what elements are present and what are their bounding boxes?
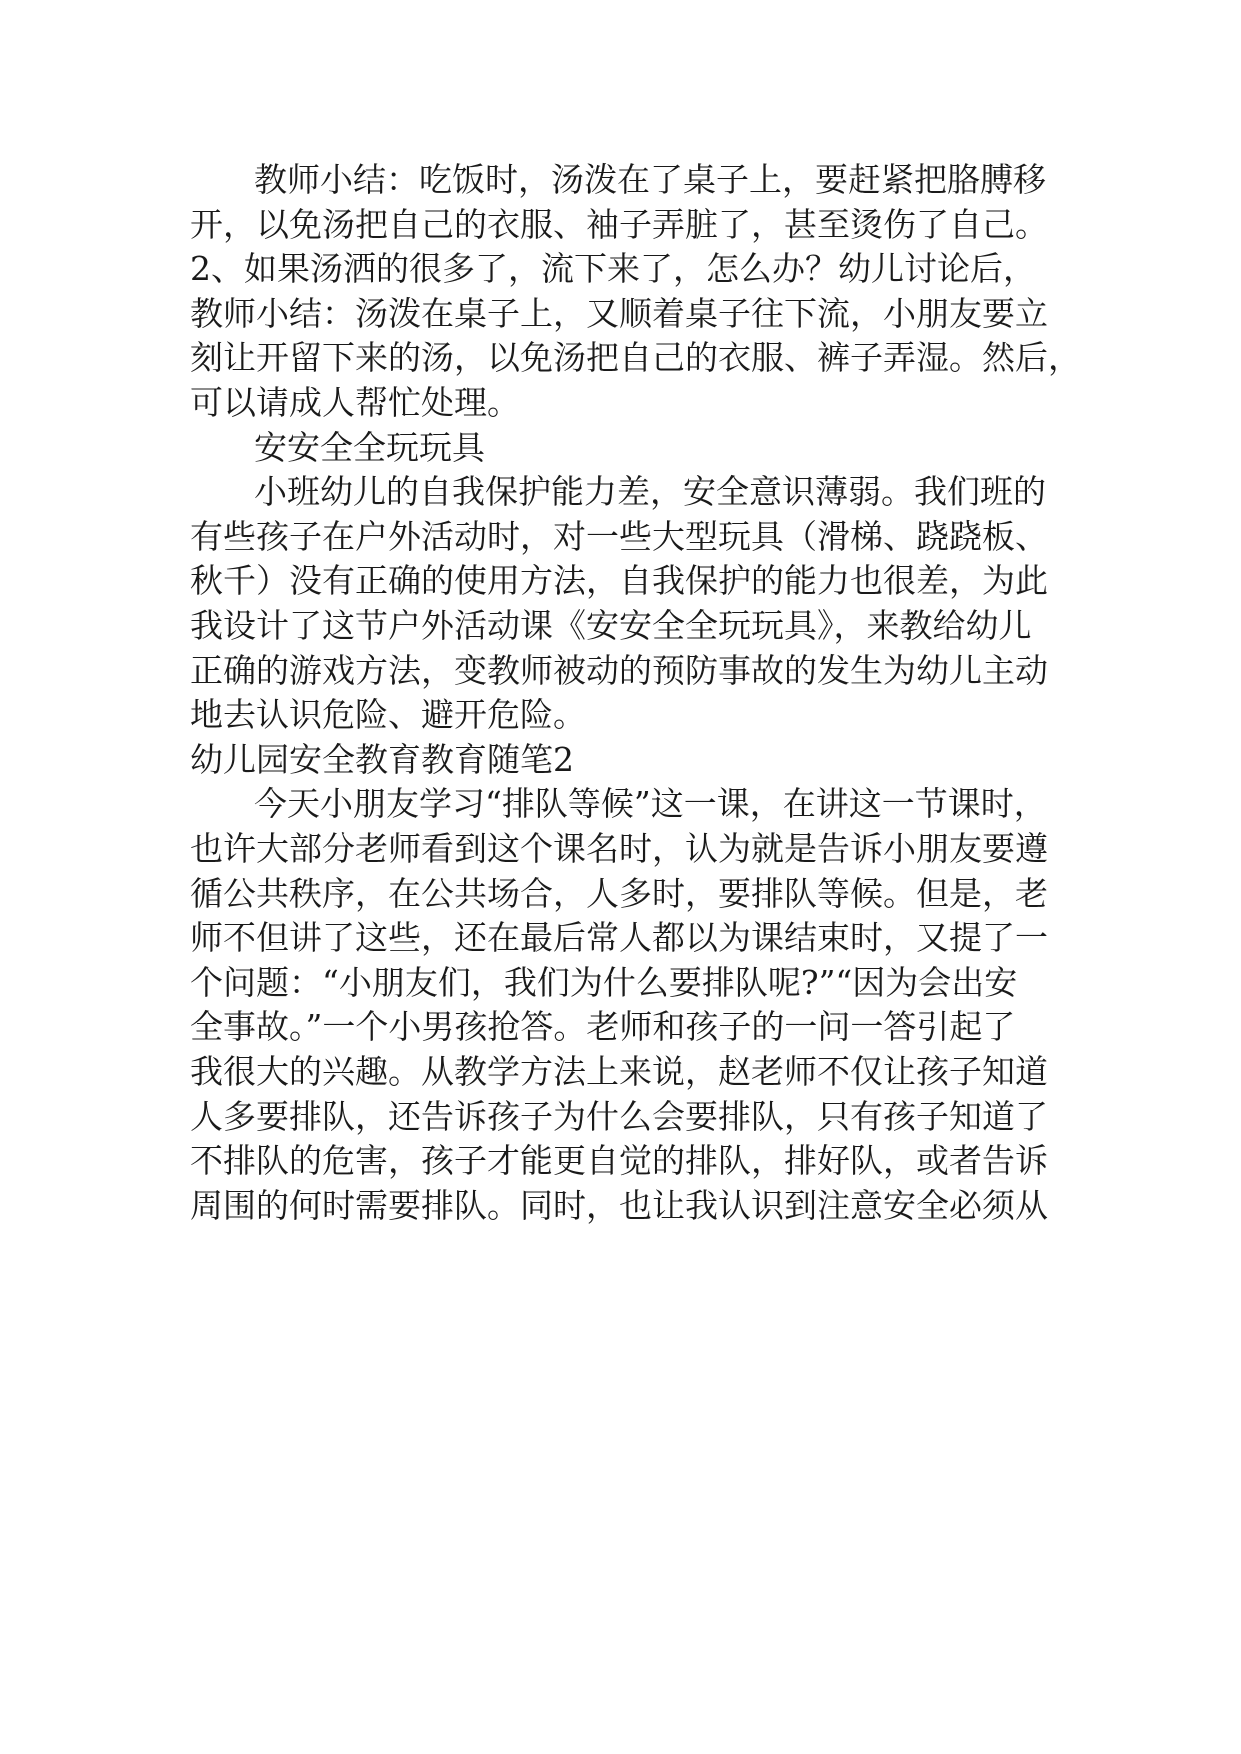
text-line: 可以请成人帮忙处理。 — [190, 383, 520, 422]
section-heading: 幼儿园安全教育教育随笔2 — [190, 740, 574, 779]
text-line: 地去认识危险、避开危险。 — [190, 695, 586, 734]
text-line: 开，以免汤把自己的衣服、袖子弄脏了，甚至烫伤了自己。 — [190, 205, 1048, 244]
text-line: 今天小朋友学习“排队等候”这一课，在讲这一节课时， — [254, 784, 1047, 823]
text-line: 刻让开留下来的汤，以免汤把自己的衣服、裤子弄湿。然后， — [190, 338, 1081, 377]
text-line: 循公共秩序，在公共场合，人多时，要排队等候。但是，老 — [190, 874, 1048, 913]
text-line: 我很大的兴趣。从教学方法上来说，赵老师不仅让孩子知道 — [190, 1052, 1048, 1091]
text-line: 人多要排队，还告诉孩子为什么会要排队，只有孩子知道了 — [190, 1097, 1048, 1136]
text-line: 教师小结：吃饭时，汤泼在了桌子上，要赶紧把胳膊移 — [254, 160, 1046, 199]
text-line: 正确的游戏方法，变教师被动的预防事故的发生为幼儿主动 — [190, 651, 1048, 690]
text-line: 个问题：“小朋友们，我们为什么要排队呢?”“因为会出安 — [190, 963, 1018, 1002]
text-line: 小班幼儿的自我保护能力差，安全意识薄弱。我们班的 — [254, 472, 1046, 511]
text-line: 有些孩子在户外活动时，对一些大型玩具（滑梯、跷跷板、 — [190, 517, 1048, 556]
text-line: 也许大部分老师看到这个课名时，认为就是告诉小朋友要遵 — [190, 829, 1048, 868]
text-line: 我设计了这节户外活动课《安安全全玩玩具》，来教给幼儿 — [190, 606, 1032, 645]
text-line: 不排队的危害，孩子才能更自觉的排队，排好队，或者告诉 — [190, 1141, 1048, 1180]
text-line: 教师小结：汤泼在桌子上，又顺着桌子往下流，小朋友要立 — [190, 294, 1048, 333]
text-line: 2、如果汤洒的很多了，流下来了，怎么办？幼儿讨论后， — [190, 249, 1036, 288]
text-line: 全事故。”一个小男孩抢答。老师和孩子的一问一答引起了 — [190, 1007, 1016, 1046]
text-line: 秋千）没有正确的使用方法，自我保护的能力也很差，为此 — [190, 561, 1048, 600]
text-line: 师不但讲了这些，还在最后常人都以为课结束时，又提了一 — [190, 918, 1048, 957]
section-heading: 安安全全玩玩具 — [254, 428, 485, 467]
text-line: 周围的何时需要排队。同时，也让我认识到注意安全必须从 — [190, 1186, 1048, 1225]
